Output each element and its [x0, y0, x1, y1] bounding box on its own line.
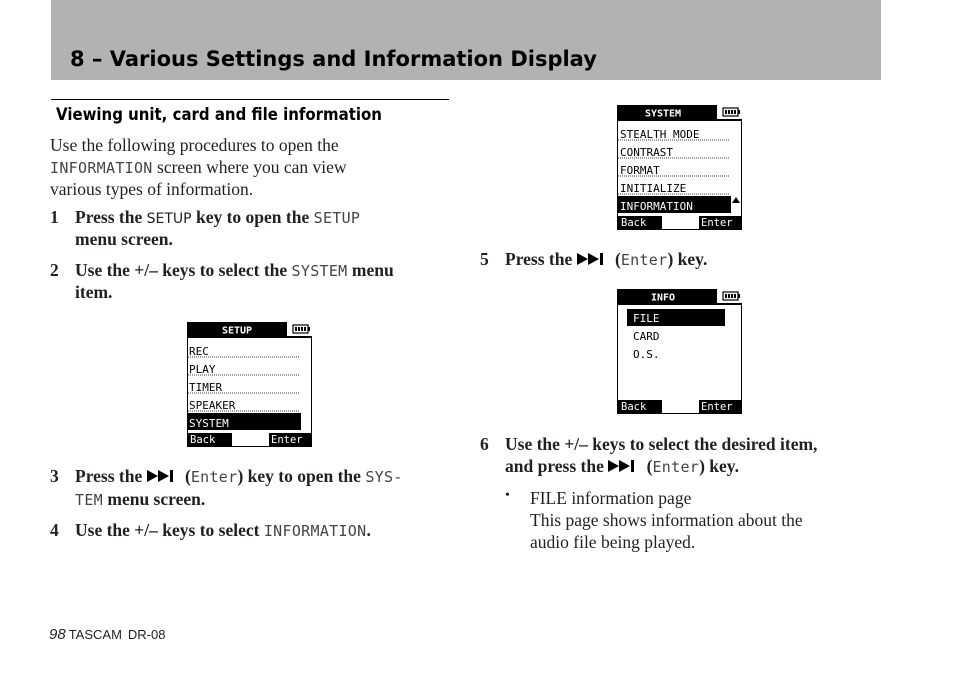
lcd-item-initialize: INITIALIZE: [620, 182, 687, 195]
step-number: 5: [480, 249, 489, 269]
step-text-part: ) key to open the: [237, 466, 366, 486]
screen-name: SETUP: [313, 209, 361, 227]
bullet-desc-line-1: This page shows information about the: [530, 510, 803, 530]
step-number: 6: [480, 434, 489, 454]
screen-name: TEM: [75, 491, 103, 509]
lcd-item-system: SYSTEM: [189, 417, 229, 430]
lcd-item-file: FILE: [633, 312, 660, 325]
model-name: DR-08: [127, 627, 166, 642]
step-text-part: Use the +/– keys to select the: [75, 260, 292, 280]
fast-forward-enter-icon: [577, 252, 611, 266]
step-number: 4: [50, 520, 59, 540]
bullet-icon: •: [505, 488, 510, 503]
lcd-item-os: O.S.: [633, 348, 660, 361]
lcd-item-timer: TIMER: [189, 381, 223, 394]
step-6-line-2: [505, 455, 739, 478]
key-name: Enter: [620, 251, 668, 269]
fast-forward-enter-icon: [608, 459, 642, 473]
step-text: [75, 519, 371, 542]
lcd-item-information: INFORMATION: [620, 200, 693, 213]
screen-name: INFORMATION: [263, 522, 367, 540]
lcd-enter-label: Enter: [701, 217, 733, 229]
step-text: [505, 248, 707, 271]
step-number: 3: [50, 466, 59, 486]
lcd-enter-label: Enter: [701, 401, 733, 413]
step-1-line-2: menu screen.: [75, 229, 173, 249]
brand-name: TASCAM: [68, 627, 122, 642]
bullet-title: FILE information page: [530, 488, 692, 508]
step-text: [75, 465, 403, 488]
step-number: 1: [50, 207, 59, 227]
step-text-part: Press the: [75, 466, 147, 486]
chapter-title: 8 – Various Settings and Information Display: [70, 47, 597, 71]
intro-line-2: [50, 156, 347, 179]
step-text: [75, 206, 360, 230]
step-text-part: key to open the: [191, 207, 314, 227]
step-text-part: Press the: [75, 207, 147, 227]
screen-name: SYS-: [365, 468, 403, 486]
intro-line-1: Use the following procedures to open the: [50, 135, 339, 155]
step-3-line-2: [75, 488, 205, 511]
page-footer: [49, 626, 165, 643]
key-name: SETUP: [146, 211, 192, 227]
intro-line-3: various types of information.: [50, 179, 254, 199]
lcd-title: INFO: [650, 292, 676, 304]
info-lcd-screen: [617, 289, 742, 414]
setup-lcd-screen: [187, 322, 312, 447]
step-2-line-2: item.: [75, 282, 113, 302]
lcd-enter-label: Enter: [271, 434, 303, 446]
step-text-part: menu: [347, 260, 394, 280]
step-text-part: ) key.: [699, 456, 739, 476]
screen-name: SYSTEM: [291, 262, 348, 280]
lcd-item-card: CARD: [633, 330, 660, 343]
lcd-title: SETUP: [221, 325, 253, 337]
step-text: [75, 259, 394, 282]
lcd-item-format: FORMAT: [620, 164, 660, 177]
step-text-part: ) key.: [667, 249, 708, 269]
step-text-part: menu screen.: [103, 489, 206, 509]
step-text: Use the +/– keys to select the desired item,: [505, 434, 818, 454]
fast-forward-enter-icon: [147, 469, 181, 483]
lcd-back-label: Back: [621, 401, 647, 413]
step-text-part: (: [642, 456, 653, 476]
step-text-part: Use the +/– keys to select: [75, 520, 264, 540]
intro-line-2-text: screen where you can view: [152, 157, 347, 177]
lcd-item-play: PLAY: [189, 363, 216, 376]
lcd-item-contrast: CONTRAST: [620, 146, 673, 159]
step-text-part: .: [366, 520, 371, 540]
intro-mono: INFORMATION: [50, 159, 153, 177]
lcd-item-rec: REC: [189, 345, 209, 358]
step-text-part: (: [610, 249, 621, 269]
bullet-desc-line-2: audio file being played.: [530, 532, 696, 552]
step-text-part: (: [180, 466, 191, 486]
lcd-back-label: Back: [621, 217, 647, 229]
lcd-item-stealth-mode: STEALTH MODE: [620, 128, 700, 141]
step-number: 2: [50, 260, 59, 280]
key-name: Enter: [652, 458, 700, 476]
lcd-back-label: Back: [190, 434, 216, 446]
system-lcd-screen: [617, 105, 742, 230]
key-name: Enter: [190, 468, 238, 486]
lcd-item-speaker: SPEAKER: [189, 399, 236, 412]
section-title: Viewing unit, card and file information: [56, 105, 382, 125]
step-text-part: and press the: [505, 456, 609, 476]
lcd-title: SYSTEM: [644, 108, 682, 120]
section-rule: [51, 99, 449, 100]
step-text-part: Press the: [505, 249, 577, 269]
page-number: 98: [49, 626, 66, 643]
